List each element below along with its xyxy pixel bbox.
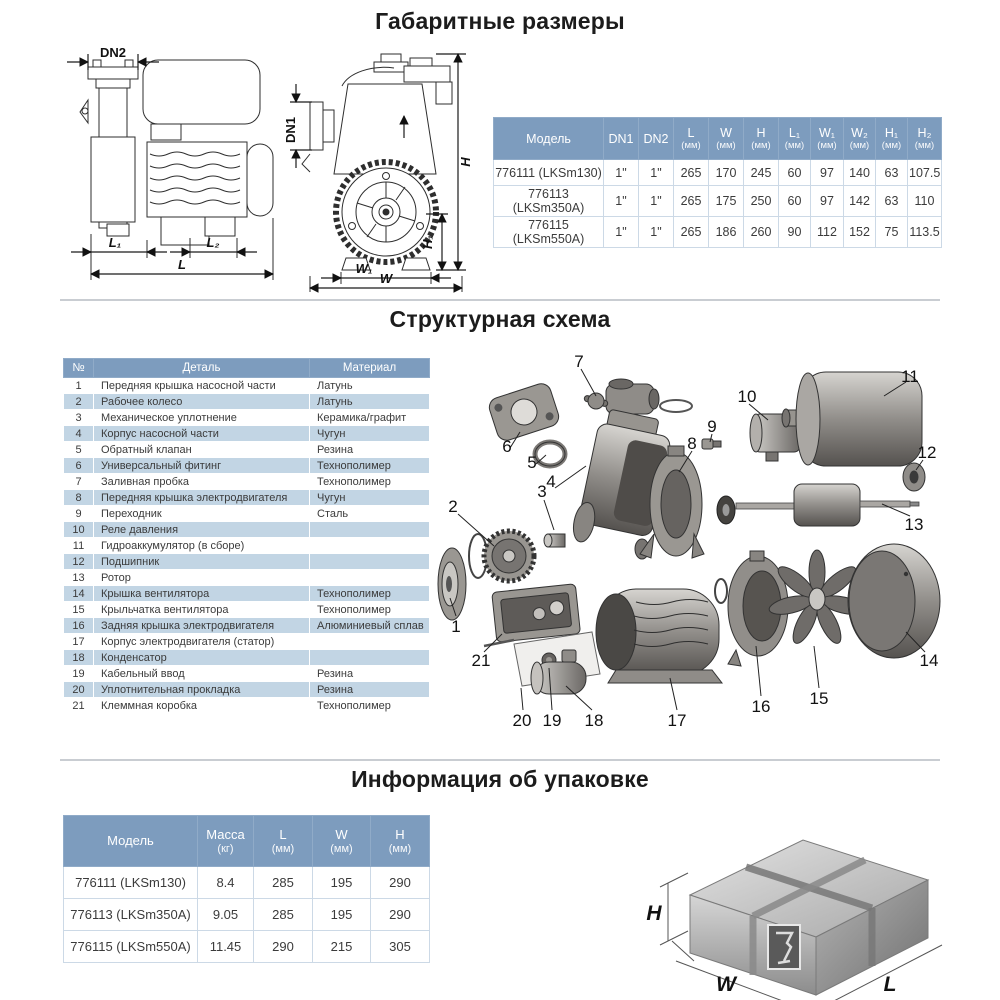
table-cell: 113.5 bbox=[908, 217, 942, 248]
column-header: Модель bbox=[64, 816, 198, 867]
table-row bbox=[64, 394, 430, 410]
callout-13: 13 bbox=[904, 515, 924, 534]
callout-2: 2 bbox=[448, 497, 458, 516]
table-cell: 776111 (LKSm130) bbox=[64, 867, 198, 899]
table-row bbox=[64, 538, 430, 554]
table-row bbox=[64, 618, 430, 634]
table-cell: 245 bbox=[744, 160, 779, 186]
column-header: DN1 bbox=[604, 118, 639, 160]
callout-19: 19 bbox=[542, 711, 562, 730]
table-cell: Механическое уплотнение bbox=[94, 410, 310, 426]
table-cell: 15 bbox=[64, 602, 94, 618]
callout-12: 12 bbox=[917, 443, 937, 462]
box-label-l: L bbox=[883, 973, 897, 996]
table-row bbox=[64, 899, 430, 931]
callout-21: 21 bbox=[471, 651, 491, 670]
table-row bbox=[64, 410, 430, 426]
dim-label-dn1: DN1 bbox=[283, 116, 298, 144]
dim-label-l1: L₁ bbox=[108, 235, 122, 250]
table-cell: 1" bbox=[639, 186, 674, 217]
table-cell: 195 bbox=[313, 867, 371, 899]
table-cell: Технополимер bbox=[310, 602, 430, 618]
callout-1: 1 bbox=[451, 617, 461, 636]
table-row bbox=[64, 867, 430, 899]
table-cell: 97 bbox=[811, 160, 844, 186]
section-title-structure: Структурная схема bbox=[389, 306, 611, 332]
dim-label-h: H bbox=[458, 157, 473, 167]
table-cell: Обратный клапан bbox=[94, 442, 310, 458]
table-cell: 776111 (LKSm130) bbox=[494, 160, 604, 186]
table-cell: 1" bbox=[604, 217, 639, 248]
table-cell: 170 bbox=[709, 160, 744, 186]
table-row bbox=[64, 506, 430, 522]
table-row bbox=[64, 698, 430, 714]
table-row bbox=[64, 522, 430, 538]
table-cell: 265 bbox=[674, 160, 709, 186]
table-row bbox=[64, 586, 430, 602]
table-cell: Алюминиевый сплав bbox=[310, 618, 430, 634]
callout-9: 9 bbox=[707, 417, 717, 436]
dimensions-table bbox=[493, 117, 942, 248]
column-header: W (мм) bbox=[313, 816, 371, 867]
section-title-dimensions: Габаритные размеры bbox=[375, 8, 625, 34]
section-divider bbox=[60, 299, 940, 301]
column-header: № bbox=[64, 359, 94, 378]
table-cell: 9 bbox=[64, 506, 94, 522]
callout-16: 16 bbox=[751, 697, 771, 716]
table-cell: Сталь bbox=[310, 506, 430, 522]
table-cell: 285 bbox=[254, 899, 313, 931]
table-cell: 1" bbox=[639, 217, 674, 248]
box-label-h: H bbox=[646, 902, 662, 925]
column-header: DN2 bbox=[639, 118, 674, 160]
table-cell: Клеммная коробка bbox=[94, 698, 310, 714]
table-cell: Чугун bbox=[310, 490, 430, 506]
table-cell: 63 bbox=[876, 160, 908, 186]
dim-label-l: L bbox=[178, 257, 186, 272]
table-cell: 260 bbox=[744, 217, 779, 248]
column-header: Деталь bbox=[94, 359, 310, 378]
table-cell: Гидроаккумулятор (в сборе) bbox=[94, 538, 310, 554]
table-cell: 175 bbox=[709, 186, 744, 217]
column-header: H (мм) bbox=[371, 816, 430, 867]
column-header: W₂ (мм) bbox=[844, 118, 876, 160]
table-cell: Корпус электродвигателя (статор) bbox=[94, 634, 310, 650]
table-cell: 250 bbox=[744, 186, 779, 217]
table-cell bbox=[310, 522, 430, 538]
callout-6: 6 bbox=[502, 437, 512, 456]
table-cell: 195 bbox=[313, 899, 371, 931]
header-row bbox=[64, 359, 430, 378]
table-row bbox=[64, 931, 430, 963]
table-cell: Уплотнительная прокладка bbox=[94, 682, 310, 698]
table-row bbox=[64, 666, 430, 682]
table-cell: 12 bbox=[64, 554, 94, 570]
table-cell: 1 bbox=[64, 378, 94, 394]
table-cell: Заливная пробка bbox=[94, 474, 310, 490]
header-row bbox=[494, 118, 942, 160]
table-cell: 285 bbox=[254, 867, 313, 899]
table-row bbox=[64, 490, 430, 506]
table-row bbox=[494, 160, 942, 186]
table-cell: Резина bbox=[310, 682, 430, 698]
table-cell: 290 bbox=[254, 931, 313, 963]
table-cell: 60 bbox=[779, 160, 811, 186]
side-view-drawing bbox=[55, 42, 290, 290]
table-row bbox=[64, 458, 430, 474]
table-cell: 290 bbox=[371, 867, 430, 899]
table-cell bbox=[310, 634, 430, 650]
table-cell bbox=[310, 554, 430, 570]
section-title-packaging: Информация об упаковке bbox=[351, 766, 649, 792]
table-cell: Реле давления bbox=[94, 522, 310, 538]
table-cell: Корпус насосной части bbox=[94, 426, 310, 442]
table-cell: 8.4 bbox=[198, 867, 254, 899]
table-row bbox=[64, 634, 430, 650]
table-cell: 3 bbox=[64, 410, 94, 426]
callout-8: 8 bbox=[687, 434, 697, 453]
table-cell bbox=[310, 650, 430, 666]
table-cell: 11 bbox=[64, 538, 94, 554]
table-row bbox=[64, 602, 430, 618]
column-header: H₁ (мм) bbox=[876, 118, 908, 160]
dim-label-h1: H₁ bbox=[420, 235, 435, 249]
packaging-table bbox=[63, 815, 430, 963]
table-row bbox=[64, 650, 430, 666]
table-row bbox=[64, 426, 430, 442]
table-cell: 186 bbox=[709, 217, 744, 248]
table-row bbox=[64, 682, 430, 698]
table-cell: 2 bbox=[64, 394, 94, 410]
table-cell: 1" bbox=[604, 186, 639, 217]
table-cell: Универсальный фитинг bbox=[94, 458, 310, 474]
table-cell: 265 bbox=[674, 217, 709, 248]
table-row bbox=[64, 378, 430, 394]
table-cell: 107.5 bbox=[908, 160, 942, 186]
table-cell: 776115 (LKSm550A) bbox=[494, 217, 604, 248]
column-header: L (мм) bbox=[674, 118, 709, 160]
table-cell: 19 bbox=[64, 666, 94, 682]
table-cell: 1" bbox=[639, 160, 674, 186]
table-cell: Технополимер bbox=[310, 458, 430, 474]
table-cell: Переходник bbox=[94, 506, 310, 522]
callout-10: 10 bbox=[737, 387, 757, 406]
table-cell: 265 bbox=[674, 186, 709, 217]
table-row bbox=[494, 217, 942, 248]
table-cell: 110 bbox=[908, 186, 942, 217]
package-box-illustration bbox=[648, 795, 963, 995]
callout-14: 14 bbox=[919, 651, 939, 670]
table-cell: Чугун bbox=[310, 426, 430, 442]
callout-5: 5 bbox=[527, 453, 537, 472]
column-header: W₁ (мм) bbox=[811, 118, 844, 160]
table-cell: 1" bbox=[604, 160, 639, 186]
table-cell: 290 bbox=[371, 899, 430, 931]
column-header: H (мм) bbox=[744, 118, 779, 160]
table-cell: 75 bbox=[876, 217, 908, 248]
table-cell: Технополимер bbox=[310, 586, 430, 602]
table-cell: 5 bbox=[64, 442, 94, 458]
dim-label-l2: L₂ bbox=[206, 235, 220, 250]
table-cell: 9.05 bbox=[198, 899, 254, 931]
table-cell: 7 bbox=[64, 474, 94, 490]
table-cell: 8 bbox=[64, 490, 94, 506]
table-cell: Резина bbox=[310, 442, 430, 458]
callout-20: 20 bbox=[512, 711, 532, 730]
table-cell bbox=[310, 570, 430, 586]
callout-4: 4 bbox=[546, 472, 556, 491]
table-row bbox=[64, 554, 430, 570]
callout-17: 17 bbox=[667, 711, 687, 730]
callout-15: 15 bbox=[809, 689, 829, 708]
dim-label-w1: W₁ bbox=[355, 261, 373, 276]
table-cell: 20 bbox=[64, 682, 94, 698]
column-header: Модель bbox=[494, 118, 604, 160]
table-cell: Кабельный ввод bbox=[94, 666, 310, 682]
dim-label-w: W bbox=[379, 271, 393, 286]
table-row bbox=[494, 186, 942, 217]
callout-3: 3 bbox=[537, 482, 547, 501]
header-row bbox=[64, 816, 430, 867]
callout-18: 18 bbox=[584, 711, 604, 730]
table-cell: Технополимер bbox=[310, 474, 430, 490]
table-cell: 21 bbox=[64, 698, 94, 714]
table-cell: Подшипник bbox=[94, 554, 310, 570]
table-cell: Крышка вентилятора bbox=[94, 586, 310, 602]
column-header: H₂ (мм) bbox=[908, 118, 942, 160]
table-cell: 4 bbox=[64, 426, 94, 442]
callout-11: 11 bbox=[901, 367, 919, 386]
section-divider bbox=[60, 759, 940, 761]
table-cell: 10 bbox=[64, 522, 94, 538]
table-row bbox=[64, 442, 430, 458]
table-cell: 152 bbox=[844, 217, 876, 248]
table-cell: Рабочее колесо bbox=[94, 394, 310, 410]
table-cell: 60 bbox=[779, 186, 811, 217]
table-cell: Задняя крышка электродвигателя bbox=[94, 618, 310, 634]
table-cell: 11.45 bbox=[198, 931, 254, 963]
box-label-w: W bbox=[716, 973, 736, 996]
table-cell: 305 bbox=[371, 931, 430, 963]
table-cell: Крыльчатка вентилятора bbox=[94, 602, 310, 618]
callout-7: 7 bbox=[574, 352, 584, 371]
front-view-drawing bbox=[283, 42, 476, 294]
table-cell: 112 bbox=[811, 217, 844, 248]
column-header: L₁ (мм) bbox=[779, 118, 811, 160]
table-cell: 16 bbox=[64, 618, 94, 634]
table-row bbox=[64, 570, 430, 586]
table-cell: 63 bbox=[876, 186, 908, 217]
table-cell: Технополимер bbox=[310, 698, 430, 714]
table-cell: 142 bbox=[844, 186, 876, 217]
table-cell: Передняя крышка электродвигателя bbox=[94, 490, 310, 506]
table-cell: Передняя крышка насосной части bbox=[94, 378, 310, 394]
column-header: Материал bbox=[310, 359, 430, 378]
table-cell bbox=[310, 538, 430, 554]
table-cell: 215 bbox=[313, 931, 371, 963]
table-cell: Резина bbox=[310, 666, 430, 682]
table-cell: 140 bbox=[844, 160, 876, 186]
table-cell: Ротор bbox=[94, 570, 310, 586]
column-header: Масса (кг) bbox=[198, 816, 254, 867]
table-cell: 776113 (LKSm350A) bbox=[64, 899, 198, 931]
table-cell: Латунь bbox=[310, 394, 430, 410]
table-cell: 14 bbox=[64, 586, 94, 602]
table-cell: 776113 (LKSm350A) bbox=[494, 186, 604, 217]
table-cell: 776115 (LKSm550A) bbox=[64, 931, 198, 963]
table-row bbox=[64, 474, 430, 490]
exploded-diagram bbox=[436, 344, 966, 742]
table-cell: 97 bbox=[811, 186, 844, 217]
table-cell: 18 bbox=[64, 650, 94, 666]
table-cell: 17 bbox=[64, 634, 94, 650]
table-cell: Керамика/графит bbox=[310, 410, 430, 426]
column-header: W (мм) bbox=[709, 118, 744, 160]
parts-table bbox=[63, 358, 430, 714]
table-cell: 13 bbox=[64, 570, 94, 586]
table-cell: Конденсатор bbox=[94, 650, 310, 666]
table-cell: Латунь bbox=[310, 378, 430, 394]
column-header: L (мм) bbox=[254, 816, 313, 867]
dim-label-dn2: DN2 bbox=[99, 45, 127, 60]
table-cell: 90 bbox=[779, 217, 811, 248]
table-cell: 6 bbox=[64, 458, 94, 474]
